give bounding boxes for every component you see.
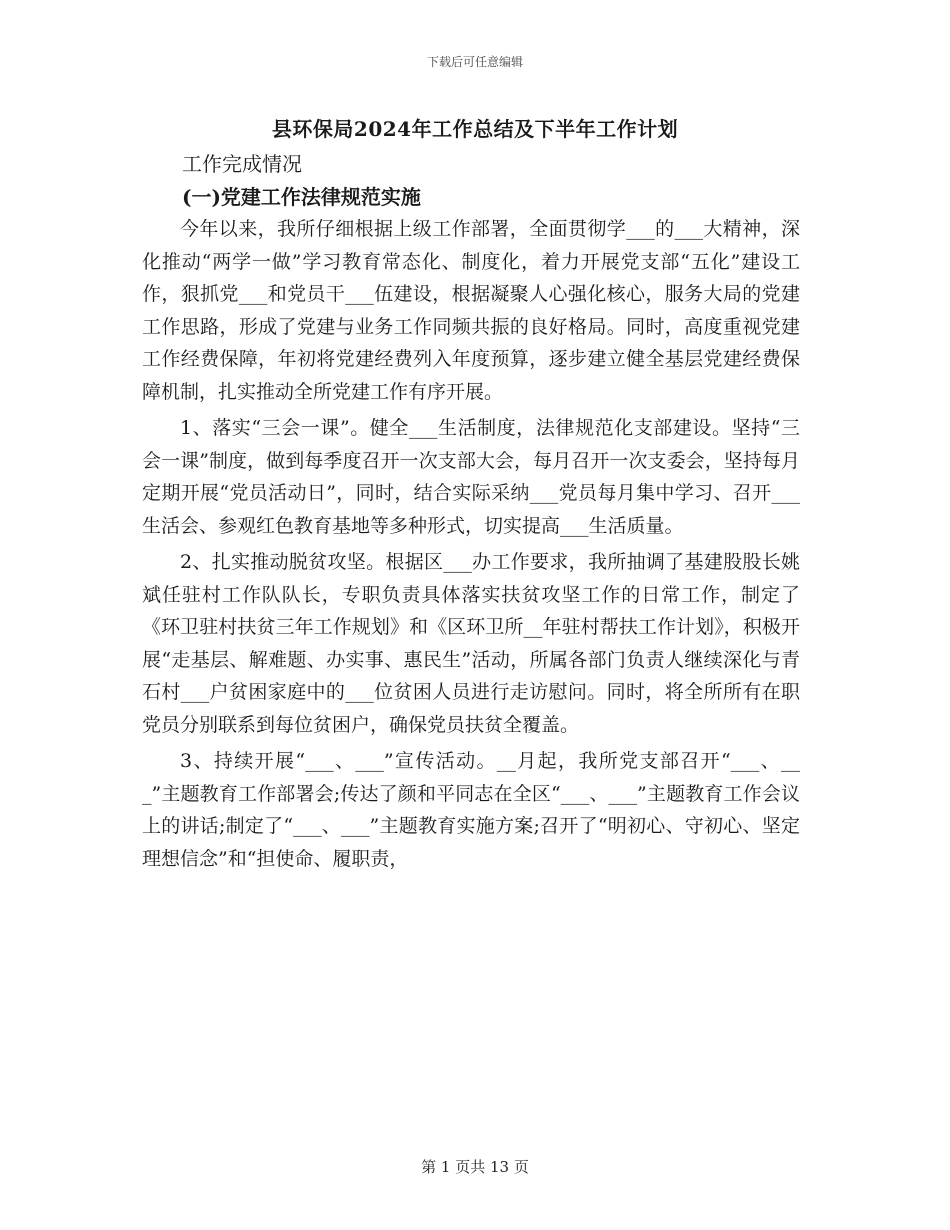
body-paragraph: 2、扎实推动脱贫攻坚。根据区___办工作要求，我所抽调了基建股股长姚斌任驻村工作队队长，专职负责具体落实扶贫攻坚工作的日常工作，制定了《环卫驻村扶贫三年工作规划》和《区环卫所__年驻村帮扶工作计划》，积极开展“走基层、解难题、办实事、惠民生”活动，所属各部门负责人继续深化与青石村___户贫困家庭中的___位贫困人员进行走访慰问。同时，将全所所有在职党员分别联系到每位贫困户，确保党员扶贫全覆盖。: [142, 551, 800, 736]
section-heading: 工作完成情况: [182, 152, 302, 176]
subheading: (一)党建工作法律规范实施: [182, 184, 421, 209]
body-paragraph: 3、持续开展“___、___”宣传活动。__月起，我所党支部召开“___、___”主题教育工作部署会;传达了颜和平同志在全区“___、___”主题教育工作会议上的讲话;制定了“___、___”主题教育实施方案;召开了“明初心、守初心、坚定理想信念”和“担使命、履职责，: [142, 750, 800, 870]
document-title: 县环保局2024年工作总结及下半年工作计划: [271, 117, 679, 141]
page-number: 第 1 页共 13 页: [421, 1158, 529, 1176]
body-paragraph: 今年以来，我所仔细根据上级工作部署，全面贯彻学___的___大精神，深化推动“两学一做”学习教育常态化、制度化，着力开展党支部“五化”建设工作，狠抓党___和党员干___伍建设，根据凝聚人心强化核心，服务大局的党建工作思路，形成了党建与业务工作同频共振的良好格局。同时，高度重视党建工作经费保障，年初将党建经费列入年度预算，逐步建立健全基层党建经费保障机制，扎实推动全所党建工作有序开展。: [142, 218, 800, 403]
page-header-note: 下载后可任意编辑: [426, 55, 523, 69]
document-body: [142, 148, 800, 875]
body-paragraph: 1、落实“三会一课”。健全___生活制度，法律规范化支部建设。坚持“三会一课”制度，做到每季度召开一次支部大会，每月召开一次支委会，坚持每月定期开展“党员活动日”，同时，结合实际采纳___党员每月集中学习、召开___生活会、参观红色教育基地等多种形式，切实提高___生活质量。: [142, 417, 800, 537]
